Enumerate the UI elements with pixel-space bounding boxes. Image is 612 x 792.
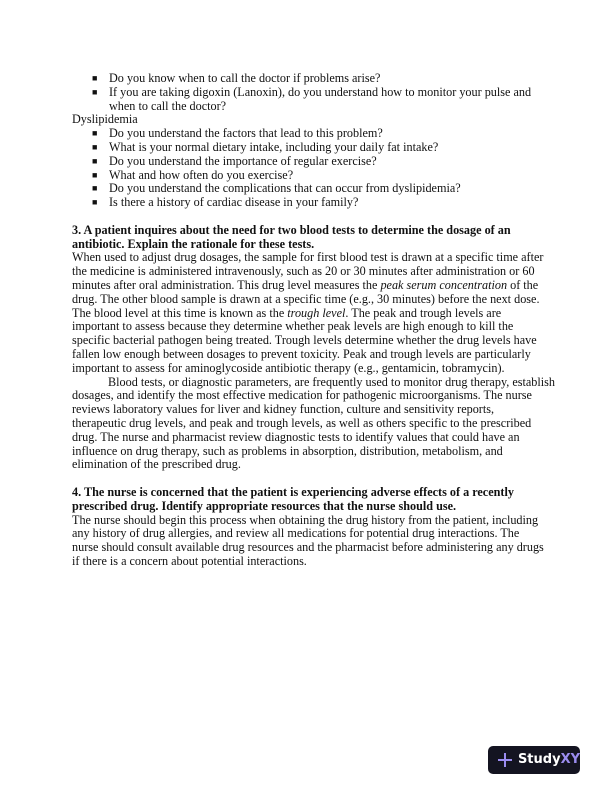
text: The blood level at this time is known as the	[72, 305, 288, 320]
bullet-icon: ■	[92, 155, 98, 166]
brand-text: Study	[517, 752, 561, 768]
list-item	[72, 182, 552, 196]
paragraph-line: important to assess for aminoglycoside antibiotic therapy (e.g., gentamicin, tobramycin).	[72, 360, 505, 375]
bullet-icon: ■	[92, 183, 98, 194]
paragraph-line: Blood tests, or diagnostic parameters, are frequently used to monitor drug therapy, establish	[108, 374, 555, 389]
bullet-icon: ■	[92, 128, 98, 139]
list-item-text: Do you understand the factors that lead to this problem?	[109, 126, 383, 141]
paragraph-line: drug. The other blood sample is drawn at a specific time (e.g., 30 minutes) before the next dose.	[72, 291, 540, 306]
list-item-text: Do you understand the importance of regular exercise?	[109, 153, 377, 168]
paragraph-line: elimination of the prescribed drug.	[72, 457, 241, 472]
bullet-icon: ■	[92, 141, 98, 152]
bullet-icon: ■	[92, 169, 98, 180]
studyxy-logo-badge[interactable]	[488, 746, 580, 774]
text: . The peak and trough levels are	[345, 305, 502, 320]
list-item	[72, 86, 552, 100]
brand-text-accent: XY	[560, 752, 580, 768]
paragraph-line: the medicine is administered intravenously, such as 20 or 30 minutes after administration or 60	[72, 264, 535, 279]
list-item	[72, 141, 552, 155]
list-item	[72, 196, 552, 210]
list-item-text: Do you understand the complications that can occur from dyslipidemia?	[109, 181, 461, 196]
bullet-icon: ■	[92, 197, 98, 208]
paragraph-line: specific bacterial pathogen being treated. Trough levels determine whether the drug levels have	[72, 333, 537, 348]
paragraph-line: drug. The nurse and pharmacist review diagnostic tests to identify values that could have an	[72, 429, 520, 444]
paragraph-line	[72, 307, 552, 321]
question-heading: antibiotic. Explain the rationale for these tests.	[72, 236, 315, 251]
paragraph-line: The nurse should begin this process when obtaining the drug history from the patient, including	[72, 512, 539, 527]
paragraph-line: dosages, and identify the most effective medication for pathogenic microorganisms. The nurse	[72, 388, 532, 403]
plus-icon	[498, 753, 512, 767]
list-item	[72, 72, 552, 86]
section-label: Dyslipidemia	[72, 112, 138, 127]
question-heading: 3. A patient inquires about the need for two blood tests to determine the dosage of an	[72, 222, 511, 237]
paragraph-line: any history of drug allergies, and review all medications for potential drug interactions. The	[72, 526, 520, 541]
text: of the	[507, 277, 539, 292]
emphasis-term: trough level	[287, 305, 346, 320]
paragraph-line: fallen low enough between dosages to prevent toxicity. Peak and trough levels are particularly	[72, 346, 531, 361]
paragraph-line: if there is a concern about potential interactions.	[72, 553, 307, 568]
bullet-icon: ■	[92, 86, 98, 97]
paragraph-line: important to assess because they determine whether peak levels are high enough to kill the	[72, 319, 514, 334]
question-heading: prescribed drug. Identify appropriate resources that the nurse should use.	[72, 498, 457, 513]
list-item-text: If you are taking digoxin (Lanoxin), do you understand how to monitor your pulse and	[109, 84, 532, 99]
brand-name	[518, 753, 580, 767]
list-item-text: Is there a history of cardiac disease in your family?	[109, 195, 359, 210]
paragraph-line: reviews laboratory values for liver and kidney function, culture and sensitivity reports,	[72, 402, 495, 417]
paragraph-line	[72, 279, 552, 293]
question-heading: 4. The nurse is concerned that the patient is experiencing adverse effects of a recently	[72, 484, 514, 499]
paragraph-line: When used to adjust drug dosages, the sample for first blood test is drawn at a specific time after	[72, 250, 544, 265]
paragraph-line: therapeutic drug levels, and peak and trough levels, as well as others specific to the prescribed	[72, 415, 532, 430]
document-page	[72, 71, 555, 569]
paragraph-line: influence on drug therapy, such as problems in absorption, distribution, metabolism, and	[72, 443, 503, 458]
list-item-text: Do you know when to call the doctor if problems arise?	[109, 71, 381, 85]
list-item-text: when to call the doctor?	[109, 98, 227, 113]
list-item	[72, 127, 552, 141]
list-item	[72, 169, 552, 183]
emphasis-term: peak serum concentration	[380, 277, 508, 292]
list-item-text: What is your normal dietary intake, including your daily fat intake?	[109, 139, 439, 154]
bullet-icon: ■	[92, 73, 98, 83]
list-item	[72, 155, 552, 169]
text: minutes after oral administration. This drug level measures the	[72, 277, 381, 292]
paragraph-line: nurse should consult available drug resources and the pharmacist before administering any drugs	[72, 540, 544, 555]
list-item-text: What and how often do you exercise?	[109, 167, 294, 182]
